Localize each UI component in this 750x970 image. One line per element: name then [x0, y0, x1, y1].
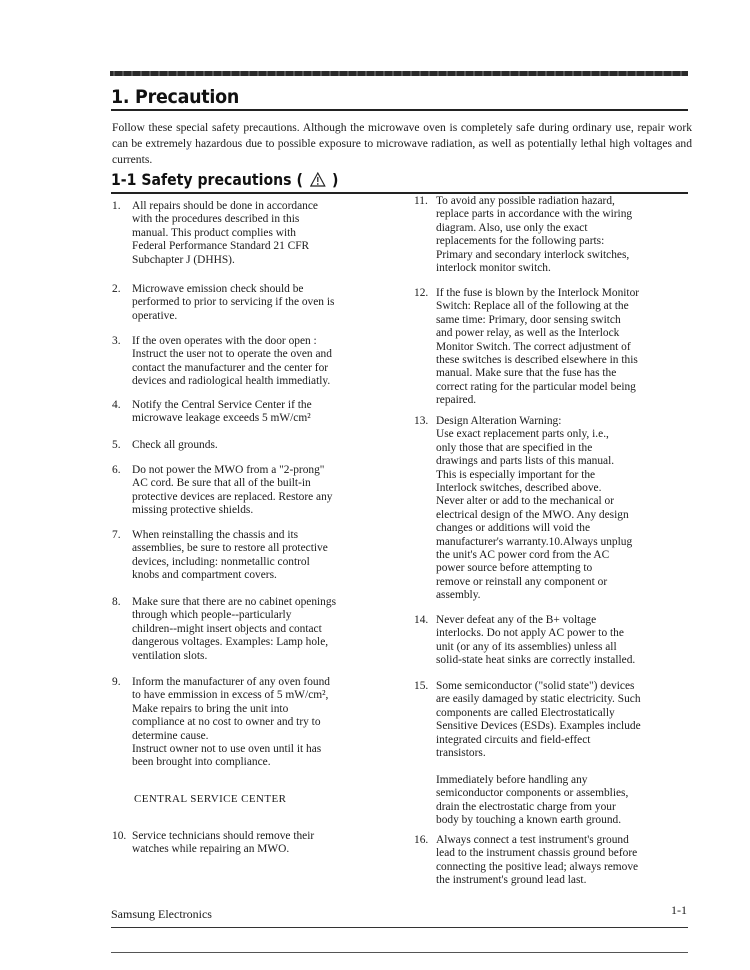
list-item	[112, 830, 387, 857]
item-text: Never defeat any of the B+ voltage interlocks. Do not apply AC power to the unit (or any of its assemblies) unless all solid-state heat sinks are correctly installed.	[436, 614, 636, 667]
item-number: 14.	[414, 614, 429, 626]
item-number: 8.	[112, 596, 121, 608]
item-number: 6.	[112, 464, 121, 476]
list-item	[112, 529, 387, 583]
section-title	[111, 170, 338, 191]
list-item	[414, 195, 694, 275]
item-number: 15.	[414, 680, 429, 692]
intro-paragraph: Follow these special safety precautions. Although the microwave oven is completely safe during ordinary use, repair work can be extremely hazardous due to possible exposure to microwave radiation, as well as potentially lethal high voltages and currents.	[112, 121, 692, 166]
item-text: If the fuse is blown by the Interlock Monitor Switch: Replace all of the following at the same time: Primary, door sensing switch and power relay, as well as the Interlock Monitor Switch. The correct adjustment of these switches is described elsewhere in this manual. Make sure that the fuse has the correct rating for the particular model being repaired.	[436, 287, 640, 407]
list-item	[112, 335, 387, 389]
footer-company: Samsung Electronics	[111, 907, 212, 921]
item-number: 13.	[414, 415, 429, 427]
item-text: All repairs should be done in accordance with the procedures described in this manual. This product complies with Federal Performance Standard 21 CFR Subchapter J (DHHS).	[132, 200, 318, 266]
item-number: 10.	[112, 830, 127, 842]
item-text: Inform the manufacturer of any oven found to have emmission in excess of 5 mW/cm², Make repairs to bring the unit into compliance at no cost to owner and try to determine cause. Instruct owner not to use oven until it has been brought into compliance.	[132, 676, 330, 769]
central-service-center-label: CENTRAL SERVICE CENTER	[134, 793, 287, 805]
item-number: 16.	[414, 834, 429, 846]
list-item	[414, 287, 694, 408]
item-number: 9.	[112, 676, 121, 688]
item-number: 7.	[112, 529, 121, 541]
page-number: 1-1	[671, 903, 687, 917]
item-number: 3.	[112, 335, 121, 347]
item-number: 2.	[112, 283, 121, 295]
section-title-close: )	[332, 170, 339, 189]
item-text: Do not power the MWO from a "2-prong" AC cord. Be sure that all of the built-in protective devices are replaced. Restore any missing protective shields.	[132, 464, 333, 517]
list-item	[112, 283, 387, 323]
list-item	[112, 200, 387, 267]
item-text: Design Alteration Warning: Use exact replacement parts only, i.e., only those that are specified in the drawings and parts lists of this manual. This is especially important for the Interlock switches, described above. Never alter or add to the mechanical or electrical design of the MWO. Any design changes or additions will void the manufacturer's warranty.10.Always unplug the unit's AC power cord from the AC power source before attempting to remove or reinstall any component or assembly.	[436, 415, 633, 602]
item-number: 1.	[112, 200, 121, 212]
item-text: Some semiconductor ("solid state") devices are easily damaged by static electricity. Such components are called Electrostatically Sensitive Devices (ESDs). Examples include integrated circuits and field-effect transistors. Immediately before handling any semiconductor components or assemblies, drain the electrostatic charge from your body by touching a known earth ground.	[436, 680, 641, 827]
item-number: 5.	[112, 439, 121, 451]
item-text: Check all grounds.	[132, 439, 218, 451]
item-text: When reinstalling the chassis and its assemblies, be sure to restore all protective devices, including: nonmetallic control knobs and compartment covers.	[132, 529, 328, 582]
section-rule	[111, 192, 688, 194]
list-item	[112, 399, 387, 426]
section-title-text: 1-1 Safety precautions (	[111, 170, 303, 189]
item-text: To avoid any possible radiation hazard, replace parts in accordance with the wiring diagram. Also, use only the exact replacements for the following parts: Primary and secondary interlock switches, interlock monitor switch.	[436, 195, 633, 275]
list-item	[112, 464, 387, 518]
item-text: Service technicians should remove their watches while repairing an MWO.	[132, 830, 315, 856]
item-text: Microwave emission check should be performed to prior to servicing if the oven is operative.	[132, 283, 335, 322]
bottom-edge-rule	[111, 952, 688, 953]
list-item	[112, 676, 392, 770]
item-number: 11.	[414, 195, 428, 207]
footer-rule	[111, 927, 688, 928]
top-rule	[110, 71, 688, 76]
item-number: 4.	[112, 399, 121, 411]
list-item	[414, 680, 694, 827]
item-number: 12.	[414, 287, 429, 299]
warning-triangle-icon	[310, 172, 326, 191]
page-title: 1. Precaution	[111, 86, 239, 108]
item-text: Make sure that there are no cabinet openings through which people--particularly children--might insert objects and contact dangerous voltages. Examples: Lamp hole, ventilation slots.	[132, 596, 337, 662]
title-rule	[111, 109, 688, 111]
item-text: Notify the Central Service Center if the microwave leakage exceeds 5 mW/cm²	[132, 399, 312, 425]
item-text: If the oven operates with the door open : Instruct the user not to operate the oven and contact the manufacturer and the center for devices and radiological health immediatly.	[132, 335, 332, 388]
list-item	[112, 596, 392, 663]
item-text: Always connect a test instrument's ground lead to the instrument chassis ground before connecting the positive lead; always remove the instrument's ground lead last.	[436, 834, 639, 887]
list-item	[414, 415, 694, 603]
list-item	[414, 834, 694, 888]
list-item	[414, 614, 694, 668]
list-item	[112, 439, 387, 452]
